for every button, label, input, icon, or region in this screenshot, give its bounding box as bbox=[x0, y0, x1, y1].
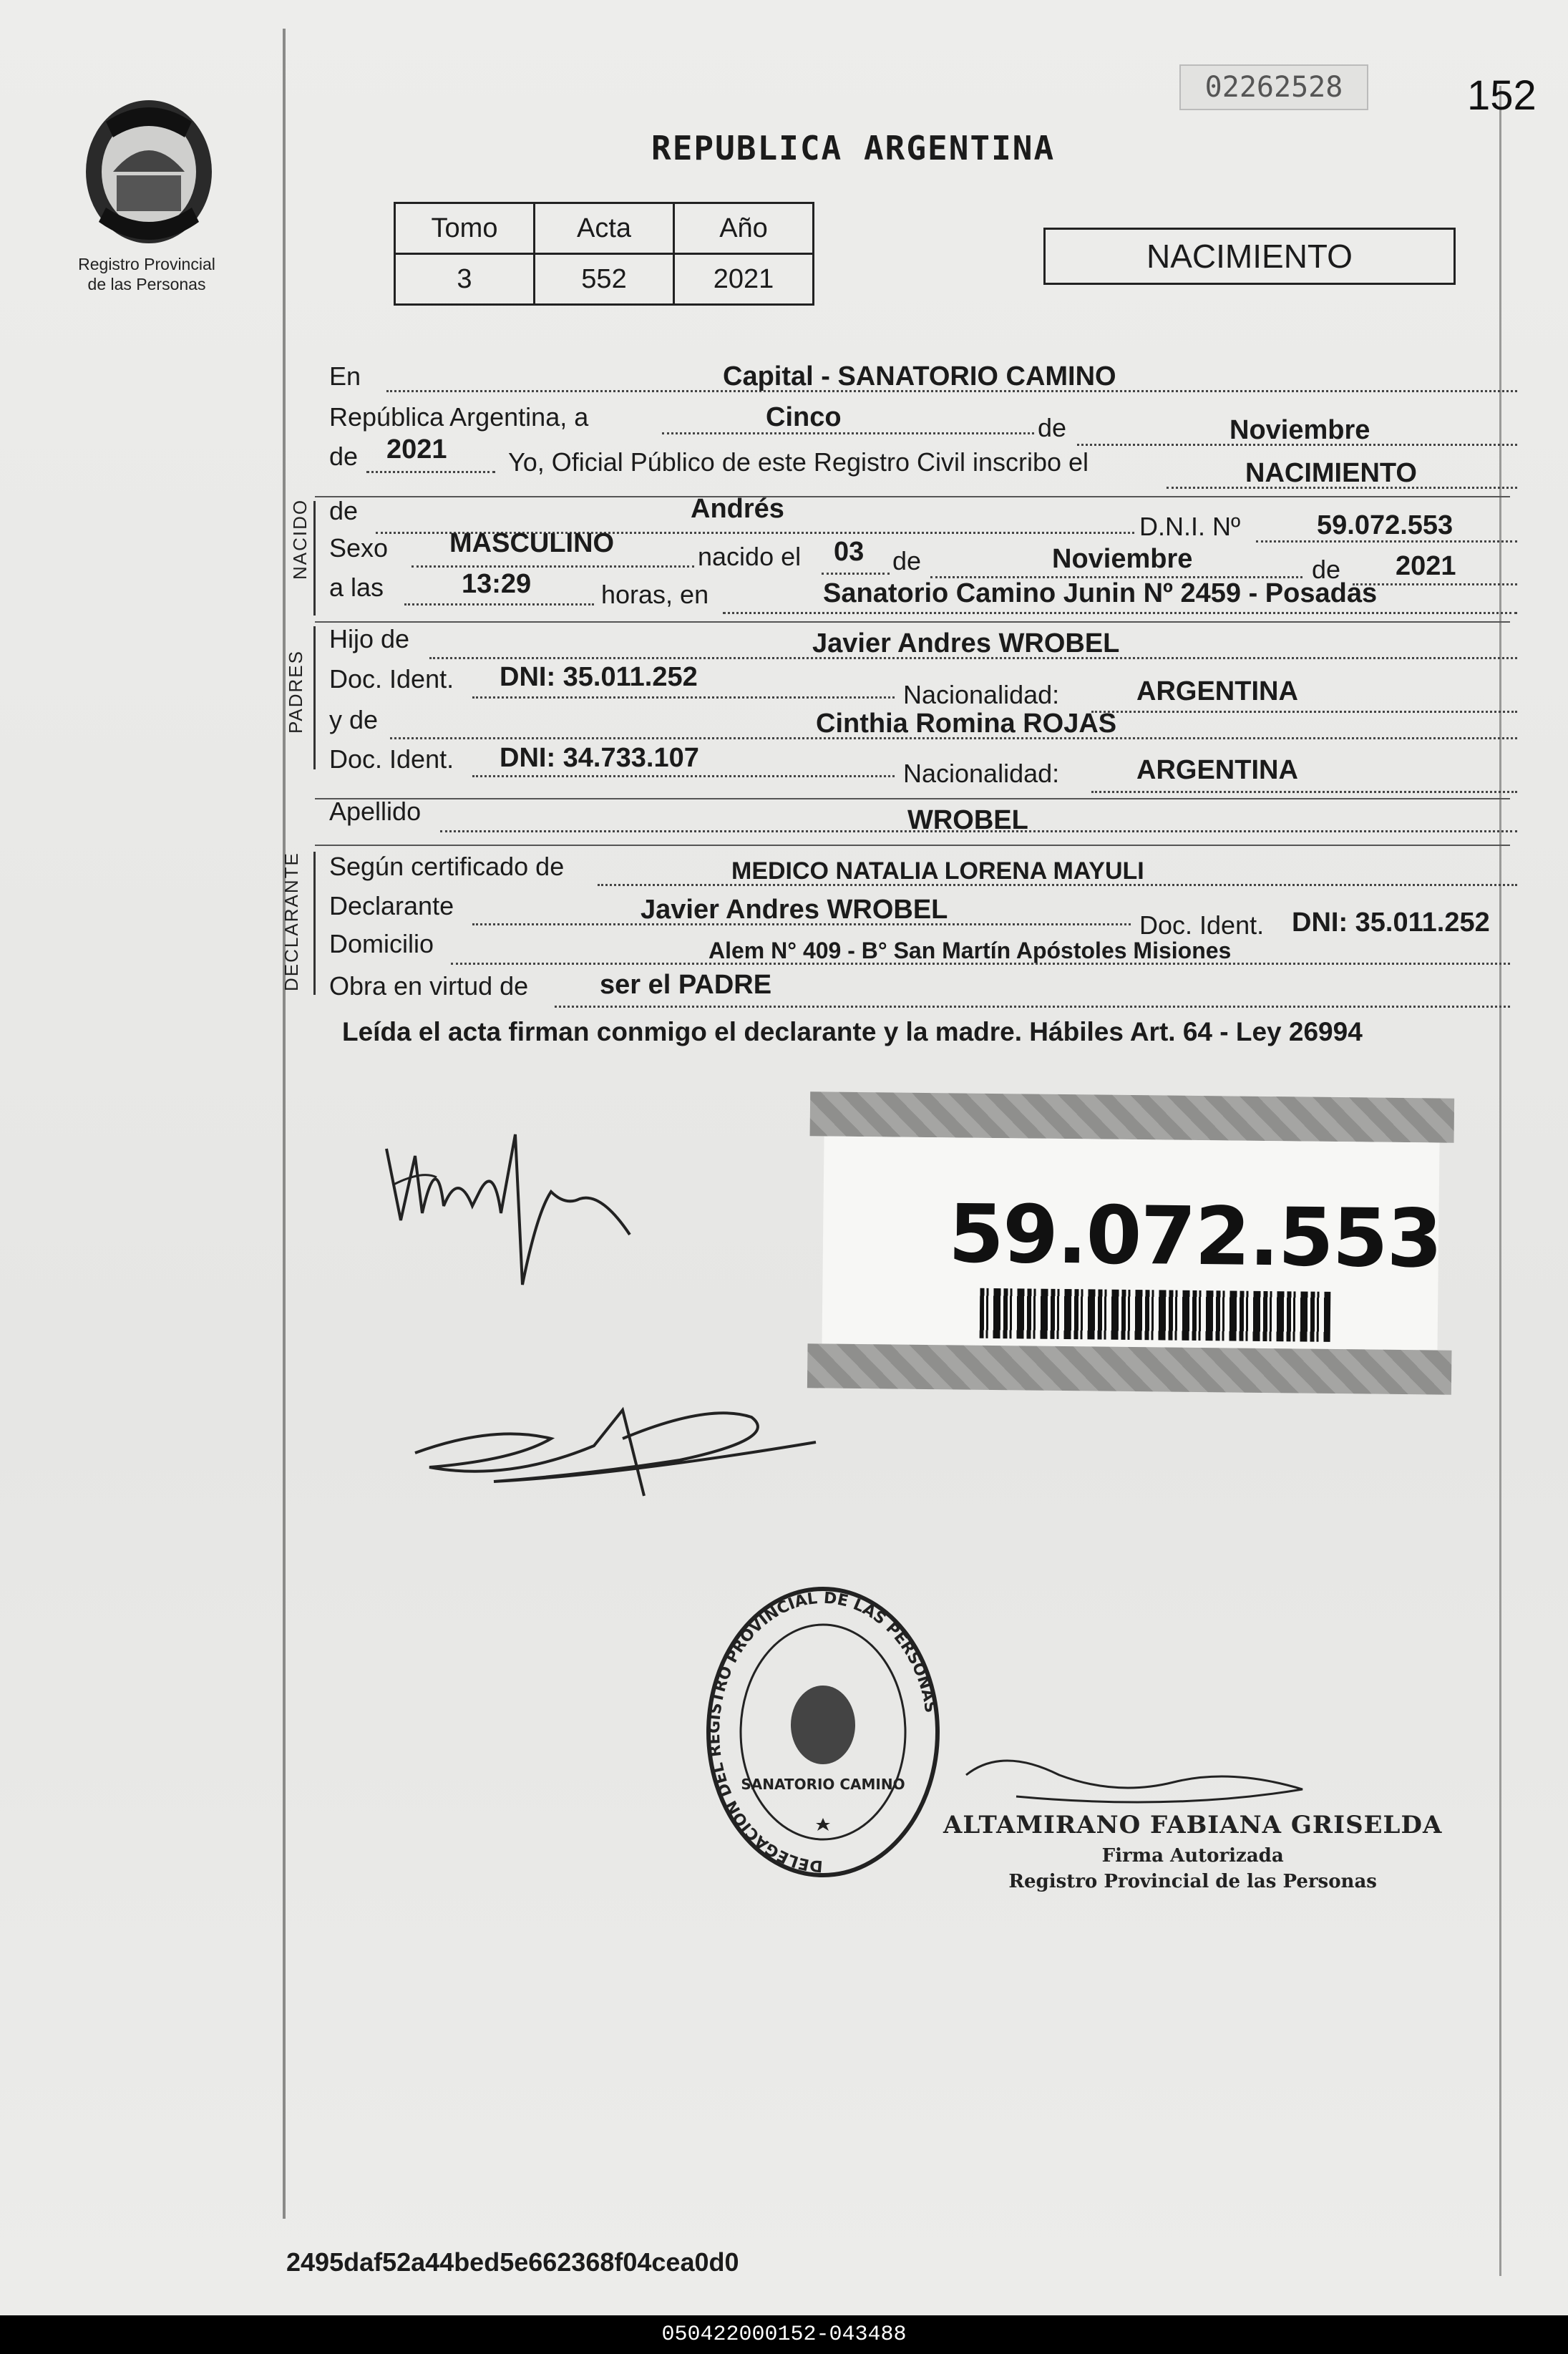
left-margin-line bbox=[283, 29, 286, 2219]
decl-doc-label: Doc. Ident. bbox=[1139, 910, 1265, 940]
time-value: 13:29 bbox=[462, 569, 532, 599]
document-title: REPUBLICA ARGENTINA bbox=[651, 129, 1056, 167]
birth-place-value: Sanatorio Camino Junin Nº 2459 - Posadas bbox=[823, 578, 1378, 608]
sticker-band-bottom bbox=[807, 1343, 1452, 1394]
child-name-value: Andrés bbox=[691, 494, 784, 524]
horas-label: horas, en bbox=[601, 580, 709, 609]
sexo-label: Sexo bbox=[329, 533, 389, 563]
apellido-value: WROBEL bbox=[907, 805, 1028, 835]
side-label-declarante: DECLARANTE bbox=[281, 852, 302, 991]
nacionalidad-label-2: Nacionalidad: bbox=[903, 759, 1060, 788]
sticker-label bbox=[822, 1137, 1440, 1351]
footer-id: 050422000152-043488 bbox=[0, 2315, 1568, 2354]
de-name-label: de bbox=[329, 496, 359, 525]
dotted-line bbox=[472, 775, 895, 777]
side-label-nacido: NACIDO bbox=[289, 498, 311, 580]
declarante-value: Javier Andres WROBEL bbox=[641, 895, 948, 925]
dotted-line bbox=[1091, 711, 1517, 713]
page-number: 152 bbox=[1467, 72, 1537, 119]
obra-value: ser el PADRE bbox=[600, 970, 772, 1000]
nacionalidad-label: Nacionalidad: bbox=[903, 680, 1060, 709]
year-prefix: de bbox=[329, 442, 359, 471]
dotted-line bbox=[412, 565, 694, 568]
table-value-acta: 552 bbox=[535, 254, 674, 305]
mother-name-value: Cinthia Romina ROJAS bbox=[816, 709, 1117, 739]
legal-note: Leída el acta firman conmigo el declarante y la madre. Hábiles Art. 64 - Ley 26994 bbox=[342, 1017, 1363, 1046]
misiones-seal-icon bbox=[77, 93, 220, 258]
official-signature bbox=[959, 1746, 1317, 1818]
dotted-line bbox=[662, 432, 1034, 434]
table-header-acta: Acta bbox=[535, 203, 674, 254]
dni-label: D.N.I. Nº bbox=[1139, 512, 1241, 541]
stamp-ring-text: DELEGACION DEL REGISTRO PROVINCIAL DE LAS PERSONAS bbox=[705, 1589, 940, 1875]
table-value-tomo: 3 bbox=[395, 254, 535, 305]
authorized-name: ALTAMIRANO FABIANA GRISELDA bbox=[943, 1811, 1443, 1839]
certificado-label: Según certificado de bbox=[329, 852, 565, 881]
authorization-block bbox=[943, 1811, 1442, 1892]
dotted-line bbox=[1353, 583, 1517, 585]
dotted-line bbox=[366, 471, 495, 473]
section-divider bbox=[315, 621, 1510, 623]
decl-doc-value: DNI: 35.011.252 bbox=[1292, 908, 1490, 938]
mother-nationality-value: ARGENTINA bbox=[1136, 755, 1298, 785]
declarante-label: Declarante bbox=[329, 891, 454, 920]
birth-year-value: 2021 bbox=[1396, 551, 1456, 581]
right-margin-line bbox=[1499, 86, 1501, 2276]
father-doc-value: DNI: 35.011.252 bbox=[500, 662, 698, 692]
dotted-line bbox=[1091, 791, 1517, 793]
document-hash: 2495daf52a44bed5e662368f04cea0d0 bbox=[286, 2247, 739, 2277]
logo-caption-line-2: de las Personas bbox=[87, 275, 206, 293]
nacido-label: nacido el bbox=[698, 542, 802, 571]
doc-label: Doc. Ident. bbox=[329, 664, 454, 694]
republica-label: República Argentina, a bbox=[329, 402, 589, 432]
de2-label: de bbox=[892, 546, 922, 575]
domicilio-value: Alem N° 409 - B° San Martín Apóstoles Misiones bbox=[708, 938, 1232, 963]
dni-value: 59.072.553 bbox=[1317, 510, 1453, 540]
section-divider bbox=[315, 496, 1510, 497]
table-header-tomo: Tomo bbox=[395, 203, 535, 254]
de-label: de bbox=[1038, 413, 1067, 442]
declarante-bracket bbox=[313, 852, 316, 995]
stamp-center-text: SANATORIO CAMINO bbox=[741, 1776, 905, 1793]
serial-number: 02262528 bbox=[1179, 64, 1368, 110]
doc-label-2: Doc. Ident. bbox=[329, 744, 454, 774]
de3-label: de bbox=[1312, 555, 1341, 584]
father-name-value: Javier Andres WROBEL bbox=[812, 628, 1120, 658]
registry-stamp bbox=[705, 1582, 941, 1882]
father-nationality-value: ARGENTINA bbox=[1136, 676, 1298, 706]
birth-month-value: Noviembre bbox=[1052, 544, 1193, 574]
dotted-line bbox=[555, 1006, 1510, 1008]
dotted-line bbox=[472, 696, 895, 699]
place-value: Capital - SANATORIO CAMINO bbox=[723, 361, 1116, 391]
obra-label: Obra en virtud de bbox=[329, 971, 529, 1001]
section-divider bbox=[315, 798, 1510, 799]
month-value: Noviembre bbox=[1229, 415, 1370, 445]
record-table bbox=[394, 202, 814, 306]
dotted-line bbox=[404, 603, 594, 605]
table-header-ano: Año bbox=[674, 203, 814, 254]
authorized-role: Firma Autorizada bbox=[1101, 1845, 1284, 1867]
alas-label: a las bbox=[329, 573, 384, 602]
dotted-line bbox=[822, 573, 890, 575]
inscribe-value: NACIMIENTO bbox=[1245, 458, 1417, 488]
dotted-line bbox=[723, 612, 1517, 614]
authorized-org: Registro Provincial de las Personas bbox=[1008, 1871, 1377, 1892]
sticker-band-top bbox=[810, 1091, 1455, 1142]
declarant-signature bbox=[372, 1106, 644, 1299]
sexo-value: MASCULINO bbox=[449, 528, 615, 558]
padres-bracket bbox=[313, 626, 316, 769]
apellido-label: Apellido bbox=[329, 797, 422, 826]
day-value: Cinco bbox=[766, 402, 842, 432]
dni-sticker bbox=[807, 1091, 1454, 1399]
sticker-dni-number: 59.072.553 bbox=[948, 1187, 1442, 1286]
mother-signature bbox=[408, 1374, 823, 1503]
logo-caption-line-1: Registro Provincial bbox=[78, 255, 215, 273]
certificado-value: MEDICO NATALIA LORENA MAYULI bbox=[731, 857, 1144, 885]
logo-caption bbox=[50, 254, 243, 294]
barcode-icon bbox=[980, 1288, 1331, 1342]
hijo-label: Hijo de bbox=[329, 624, 410, 653]
table-value-ano: 2021 bbox=[674, 254, 814, 305]
year-value: 2021 bbox=[386, 434, 447, 465]
section-divider bbox=[315, 845, 1510, 846]
yde-label: y de bbox=[329, 705, 379, 734]
record-kind-box: NACIMIENTO bbox=[1043, 228, 1456, 285]
side-label-padres: PADRES bbox=[285, 650, 306, 734]
en-label: En bbox=[329, 361, 361, 391]
mother-doc-value: DNI: 34.733.107 bbox=[500, 743, 699, 773]
birth-day-value: 03 bbox=[834, 537, 865, 567]
nacido-bracket bbox=[313, 501, 316, 616]
domicilio-label: Domicilio bbox=[329, 929, 434, 958]
official-text: Yo, Oficial Público de este Registro Civil inscribo el bbox=[508, 447, 1089, 477]
